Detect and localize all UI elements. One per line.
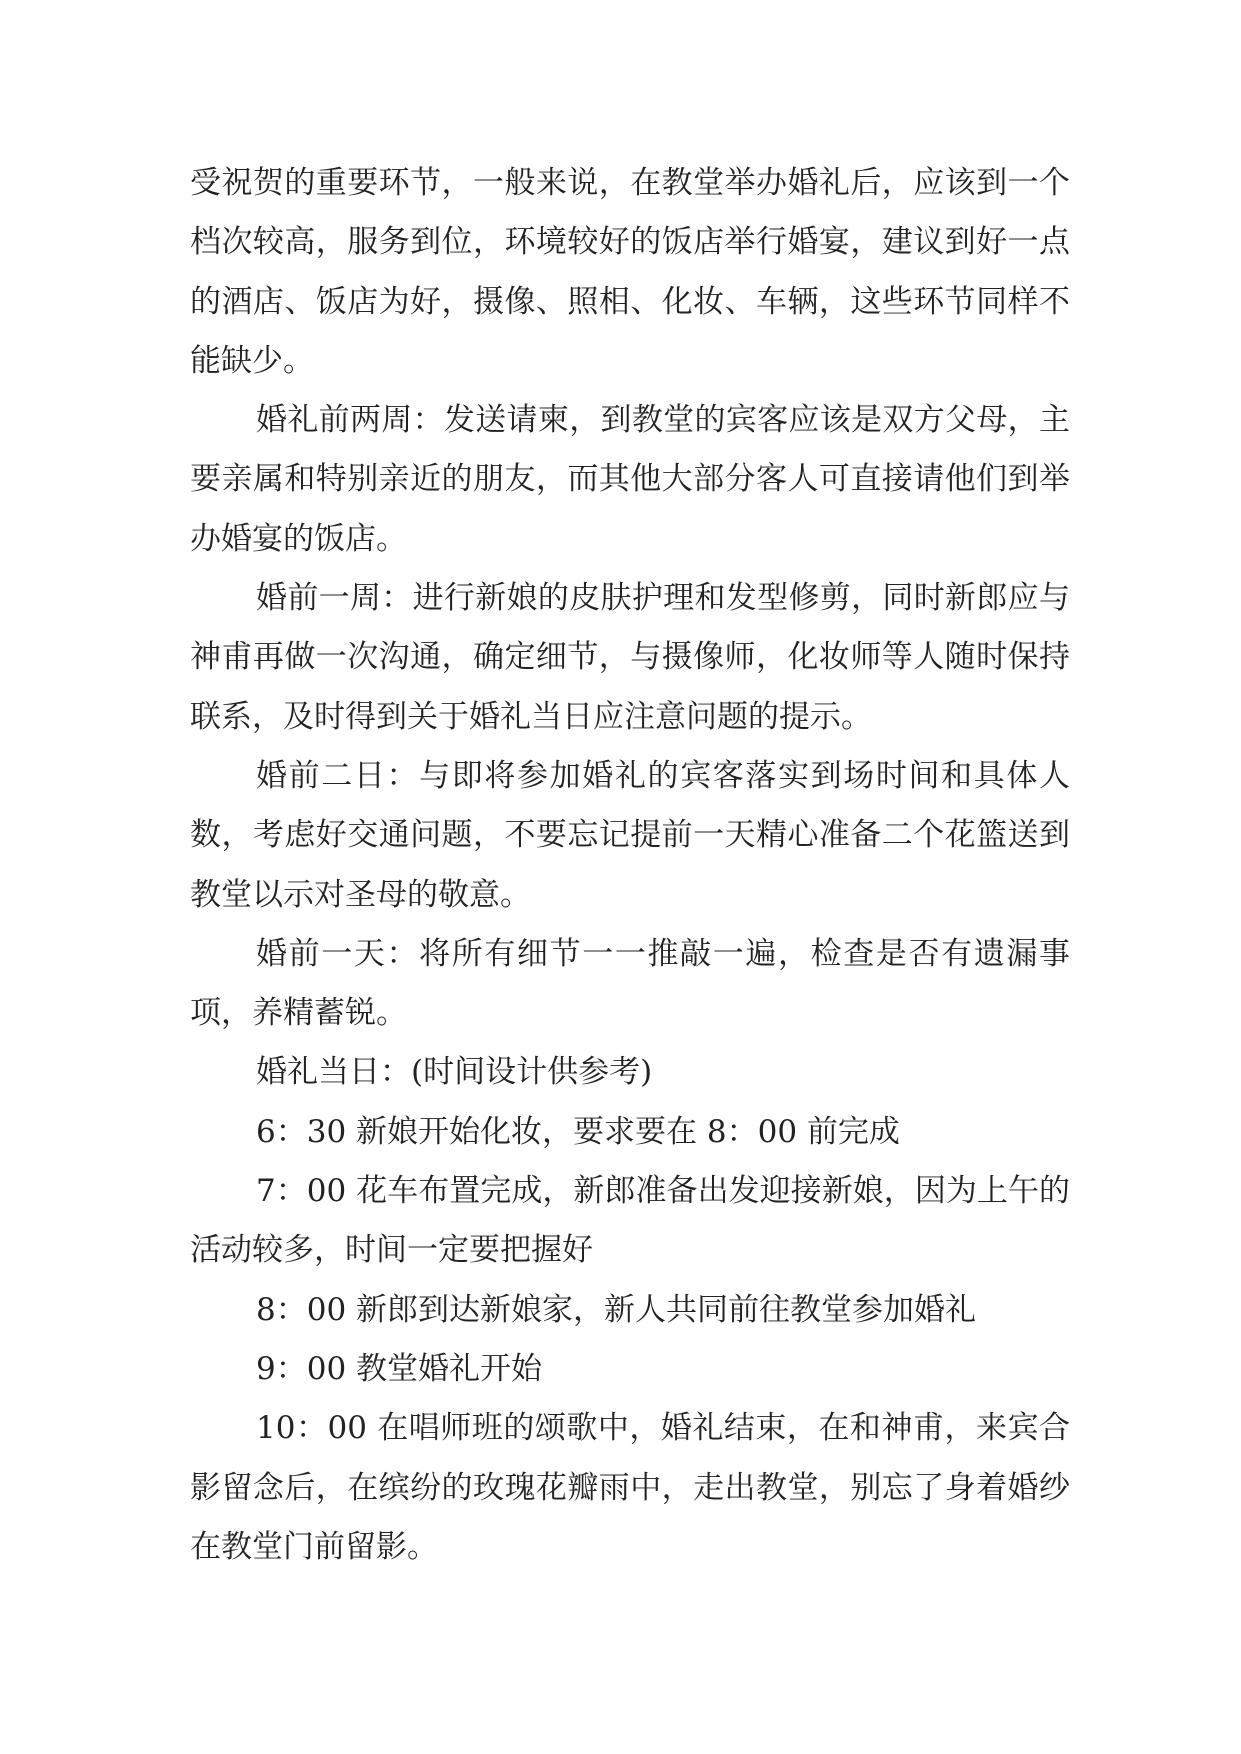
schedule-item-0900: 9：00 教堂婚礼开始 [256,1350,543,1387]
schedule-item-1000: 10：00 在唱师班的颂歌中，婚礼结束，在和神甫，来宾合影留念后，在缤纷的玫瑰花瓣雨中，走出教堂，别忘了身着婚纱在教堂门前留影。 [190,1410,1070,1565]
schedule-item-0630: 6：30 新娘开始化妆，要求要在 8：00 前完成 [256,1113,900,1150]
schedule-item-0800: 8：00 新郎到达新娘家，新人共同前往教堂参加婚礼 [256,1291,977,1328]
paragraph-two-days-before: 婚前二日：与即将参加婚礼的宾客落实到场时间和具体人数，考虑好交通问题，不要忘记提前一天精心准备二个花篮送到教堂以示对圣母的敬意。 [190,757,1070,913]
paragraph-one-week-before: 婚前一周：进行新娘的皮肤护理和发型修剪，同时新郎应与神甫再做一次沟通，确定细节，与摄像师，化妆师等人随时保持联系，及时得到关于婚礼当日应注意问题的提示。 [190,580,1070,735]
schedule-item-0700: 7：00 花车布置完成，新郎准备出发迎接新娘，因为上午的活动较多，时间一定要把握好 [190,1173,1070,1269]
paragraph-two-weeks-before: 婚礼前两周：发送请柬，到教堂的宾客应该是双方父母，主要亲属和特别亲近的朋友，而其他大部分客人可直接请他们到举办婚宴的饭店。 [190,402,1070,557]
document-body [190,154,1070,1577]
paragraph-wedding-day: 婚礼当日：(时间设计供参考) [256,1054,653,1091]
paragraph-one-day-before: 婚前一天：将所有细节一一推敲一遍，检查是否有遗漏事项，养精蓄锐。 [190,935,1070,1032]
paragraph-continuation: 受祝贺的重要环节，一般来说，在教堂举办婚礼后，应该到一个档次较高，服务到位，环境较好的饭店举行婚宴，建议到好一点的酒店、饭店为好，摄像、照相、化妆、车辆，这些环节同样不能缺少。 [190,165,1070,379]
